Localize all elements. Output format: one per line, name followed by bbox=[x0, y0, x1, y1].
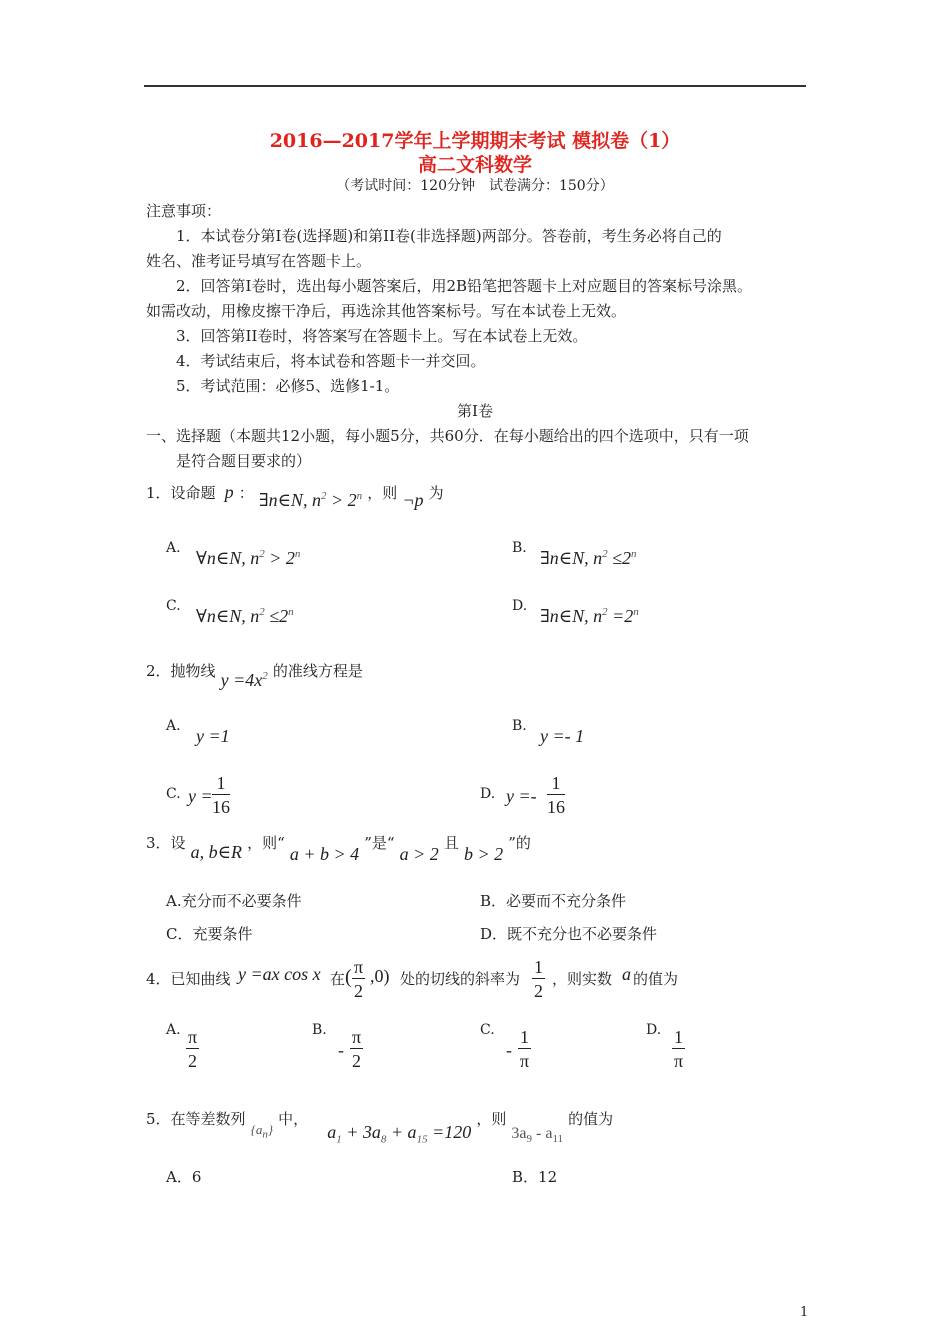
q4-slope-fraction: $\frac{1}{2}$ bbox=[534, 957, 543, 1001]
notice-item-1-cont: 姓名、准考证号填写在答题卡上。 bbox=[146, 252, 372, 270]
q5-then: ，则 bbox=[476, 1110, 507, 1128]
page-number: 1 bbox=[800, 1305, 809, 1320]
notice-item-5: 5．考试范围：必修5、选修1-1。 bbox=[176, 377, 400, 395]
q1-notp: ¬p bbox=[402, 490, 424, 510]
q2-opt-d-fraction[interactable]: $\frac{1}{16}$ bbox=[547, 773, 565, 817]
question-5 bbox=[146, 1108, 614, 1146]
q4-curve: y =ax cos x bbox=[238, 964, 321, 984]
notice-heading: 注意事项： bbox=[146, 202, 222, 220]
q1-opt-a[interactable]: ∀n∈N, $n^2 > 2^n$ bbox=[196, 548, 301, 568]
q3-condition-1: a + b > 4 bbox=[289, 844, 360, 864]
q4-a: a bbox=[622, 964, 631, 984]
q4-tail: ，则实数 bbox=[552, 970, 613, 988]
exam-subtitle: 高二文科数学 bbox=[417, 154, 532, 176]
q2-opt-c-prefix[interactable]: y = bbox=[188, 786, 213, 806]
notice-item-2: 2．回答第Ⅰ卷时，选出每小题答案后，用2B铅笔把答题卡上对应题目的答案标号涂黑。 bbox=[176, 277, 753, 295]
q1-p: p bbox=[224, 482, 234, 502]
q2-opt-a[interactable]: y =1 bbox=[196, 726, 230, 746]
q3-mid: ”是“ bbox=[364, 834, 395, 852]
q4-opt-c-fraction[interactable]: $\frac{1}{\pi}$ bbox=[519, 1027, 530, 1071]
question-2 bbox=[146, 660, 363, 690]
q2-opt-c-fraction[interactable]: $\frac{1}{16}$ bbox=[212, 773, 230, 817]
q4-point-close: ,0) bbox=[370, 966, 390, 986]
q4-opt-a-label[interactable]: A. bbox=[166, 1022, 181, 1038]
q5-sequence: {an} bbox=[250, 1122, 274, 1141]
q4-opt-d-label[interactable]: D. bbox=[646, 1022, 662, 1038]
q4-slope-text: 处的切线的斜率为 bbox=[400, 970, 521, 988]
q2-opt-c-label[interactable]: C. bbox=[166, 786, 181, 802]
q1-opt-a-label[interactable]: A. bbox=[166, 540, 181, 556]
q4-opt-a-fraction[interactable]: $\frac{\pi}{2}$ bbox=[188, 1027, 198, 1071]
q1-is: 为 bbox=[428, 484, 444, 502]
q4-point-open: ( bbox=[345, 966, 352, 988]
q3-condition-2a: a > 2 bbox=[399, 844, 439, 864]
notice-item-2-cont: 如需改动，用橡皮擦干净后，再选涂其他答案标号。写在本试卷上无效。 bbox=[146, 302, 627, 320]
q5-opt-a[interactable]: A．6 bbox=[166, 1168, 202, 1186]
q2-opt-d-label[interactable]: D. bbox=[480, 786, 496, 802]
q4-tail2: 的值为 bbox=[633, 970, 679, 988]
exam-title: 2016—2017学年上学期期末考试 模拟卷（1） bbox=[269, 130, 681, 152]
q3-vars: a, b∈R bbox=[190, 842, 242, 862]
q1-opt-c-label[interactable]: C. bbox=[166, 598, 181, 614]
q1-opt-b-label[interactable]: B. bbox=[512, 540, 527, 556]
notice-item-4: 4．考试结束后，将本试卷和答题卡一并交回。 bbox=[176, 352, 486, 370]
q3-condition-2b: b > 2 bbox=[464, 844, 504, 864]
q2-opt-b[interactable]: y =- 1 bbox=[540, 726, 585, 746]
section-heading-cont: 是符合题目要求的） bbox=[176, 452, 312, 470]
q1-opt-d-label[interactable]: D. bbox=[512, 598, 528, 614]
question-3 bbox=[146, 832, 531, 864]
q5-tail: 的值为 bbox=[568, 1110, 614, 1128]
q5-opt-b[interactable]: B．12 bbox=[512, 1168, 558, 1186]
q2-formula: $y =4x^2$ bbox=[220, 670, 268, 690]
question-1 bbox=[146, 482, 444, 510]
q1-opt-d[interactable]: ∃n∈N, $n^2 =2^n$ bbox=[540, 606, 639, 626]
q1-formula: ∃n∈N, $n^2 > 2^n$ bbox=[258, 490, 363, 510]
q3-then: ，则“ bbox=[247, 834, 285, 852]
q2-number: 2．抛物线 bbox=[146, 662, 216, 680]
q1-opt-c[interactable]: ∀n∈N, $n^2 \le 2^n$ bbox=[196, 606, 294, 626]
q4-opt-c-label[interactable]: C. bbox=[480, 1022, 495, 1038]
exam-meta: （考试时间：120分钟 试卷满分：150分） bbox=[336, 178, 614, 194]
q4-opt-b-fraction[interactable]: $\frac{\pi}{2}$ bbox=[352, 1027, 362, 1071]
q1-opt-b[interactable]: ∃n∈N, $n^2 \le 2^n$ bbox=[540, 548, 637, 568]
q1-colon: ： bbox=[238, 484, 254, 502]
q5-number: 5．在等差数列 bbox=[146, 1110, 246, 1128]
q3-and: 且 bbox=[443, 834, 459, 852]
q4-point-fraction: $\frac{\pi}{2}$ bbox=[354, 957, 364, 1001]
notice-item-3: 3．回答第II卷时，将答案写在答题卡上。写在本试卷上无效。 bbox=[176, 327, 588, 345]
q3-opt-b[interactable]: B．必要而不充分条件 bbox=[480, 892, 627, 910]
q2-tail: 的准线方程是 bbox=[272, 662, 363, 680]
q2-opt-b-label[interactable]: B. bbox=[512, 718, 527, 734]
q3-opt-d[interactable]: D．既不充分也不必要条件 bbox=[480, 925, 658, 943]
q2-opt-d-prefix[interactable]: y =- bbox=[506, 786, 537, 806]
q5-expression: $3a_9 - a_{11}$ bbox=[511, 1125, 564, 1146]
q4-opt-d-fraction[interactable]: $\frac{1}{\pi}$ bbox=[673, 1027, 684, 1071]
q1-then: ，则 bbox=[367, 484, 398, 502]
q4-opt-b-label[interactable]: B. bbox=[312, 1022, 327, 1038]
q3-opt-c[interactable]: C．充要条件 bbox=[166, 925, 253, 943]
q4-opt-b-sign[interactable]: - bbox=[338, 1040, 344, 1060]
q3-end: ”的 bbox=[508, 834, 531, 852]
header-rule bbox=[144, 85, 806, 87]
q2-opt-a-label[interactable]: A. bbox=[166, 718, 181, 734]
q5-equation: $a_1 + 3a_8 + a_{15} =120$ bbox=[327, 1122, 472, 1146]
q4-number: 4．已知曲线 bbox=[146, 970, 231, 988]
q5-in: 中， bbox=[278, 1110, 309, 1128]
notice-item-1: 1．本试卷分第Ⅰ卷(选择题)和第II卷(非选择题)两部分。答卷前，考生务必将自己的 bbox=[176, 227, 722, 245]
q1-number: 1．设命题 bbox=[146, 484, 216, 502]
q3-number: 3．设 bbox=[146, 834, 186, 852]
part-label: 第Ⅰ卷 bbox=[457, 402, 493, 420]
q4-at: 在 bbox=[330, 970, 346, 988]
q4-opt-c-sign[interactable]: - bbox=[506, 1040, 512, 1060]
section-heading: 一、选择题（本题共12小题，每小题5分，共60分．在每小题给出的四个选项中，只有一项 bbox=[146, 427, 749, 445]
q3-opt-a[interactable]: A.充分而不必要条件 bbox=[166, 892, 302, 910]
